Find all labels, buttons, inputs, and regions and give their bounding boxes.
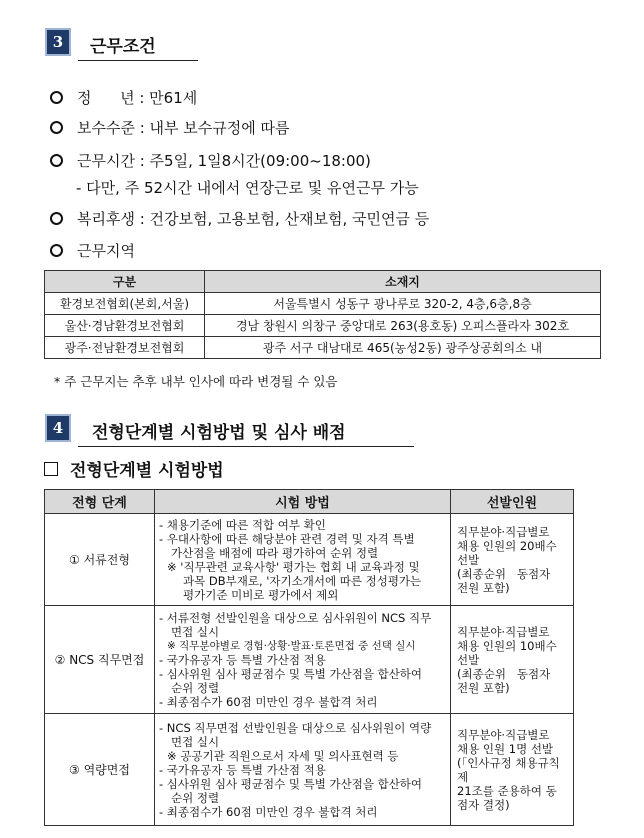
method-line: - 채용기준에 따른 적합 여부 확인	[159, 517, 326, 532]
result-cell	[451, 714, 574, 826]
section-underline	[78, 446, 414, 447]
method-line: - 우대사항에 따른 해당분야 관련 경력 및 자격 특별	[159, 531, 415, 546]
method-line: 가산점을 배점에 따라 평가하여 순위 정렬	[171, 545, 379, 560]
location-footnote: * 주 근무지는 추후 내부 인사에 따라 변경될 수 있음	[54, 374, 338, 389]
result-line: 채용 인원의 10배수	[457, 638, 557, 653]
table-row	[45, 337, 601, 359]
method-line: - 최종점수가 60점 미만인 경우 불합격 처리	[159, 694, 378, 709]
table-header-row	[45, 271, 601, 293]
method-line: - 최종점수가 60점 미만인 경우 불합격 처리	[159, 804, 378, 819]
result-line: (최종순위 동점자	[457, 666, 551, 681]
result-line: 채용 인원의 20배수	[457, 538, 557, 553]
table-cell: 경남 창원시 의창구 중앙대로 263(용호동) 오피스플라자 302호	[205, 315, 601, 337]
result-cell	[451, 514, 574, 606]
table-row	[45, 315, 601, 337]
work-hours-sub-note: - 다만, 주 52시간 내에서 연장근로 및 유연근무 가능	[76, 179, 419, 197]
method-line: - 국가유공자 등 특별 가산점 적용	[159, 762, 326, 777]
result-line: 직무분야·직급별로	[457, 727, 550, 742]
circle-bullet-icon	[50, 154, 63, 167]
subsection-title-text: 전형단계별 시험방법	[70, 461, 224, 481]
column-header: 선발인원	[451, 490, 574, 514]
condition-text: 보수수준 : 내부 보수규정에 따름	[77, 119, 290, 137]
method-line: - NCS 직무면접 선발인원을 대상으로 심사위원이 역량	[159, 720, 432, 735]
table-row	[45, 714, 574, 826]
condition-benefits	[50, 208, 429, 229]
table-cell: 광주·전남환경보전협회	[45, 337, 205, 359]
table-header-row	[45, 490, 574, 514]
stage-cell: ① 서류전형	[45, 514, 155, 606]
condition-text: 근무지역	[77, 242, 135, 260]
result-line: (「인사규정 채용규칙 제	[457, 755, 560, 784]
column-header: 전형 단계	[45, 490, 155, 514]
method-line: ※ 직무분야별로 경험·상황·발표·토론면접 중 선택 실시	[167, 639, 416, 652]
circle-bullet-icon	[50, 212, 63, 225]
condition-text: 근무시간 : 주5일, 1일8시간(09:00~18:00)	[77, 152, 371, 170]
result-line: 직무분야·직급별로	[457, 524, 550, 539]
method-cell	[155, 606, 451, 714]
method-line: 순위 정렬	[171, 790, 220, 805]
condition-text: 복리후생 : 건강보험, 고용보험, 산재보험, 국민연금 등	[77, 210, 430, 228]
column-header: 시험 방법	[155, 490, 451, 514]
method-cell	[155, 514, 451, 606]
result-line: 직무분야·직급별로	[457, 624, 550, 639]
table-cell: 울산·경남환경보전협회	[45, 315, 205, 337]
section-title: 근무조건	[90, 37, 156, 57]
method-line: - 심사위원 심사 평균점수 및 특별 가산점을 합산하여	[159, 776, 423, 791]
method-line: ※ '직무관련 교육사항' 평가는 협회 내 교육과정 및	[167, 559, 420, 574]
section-number-badge: 3	[45, 28, 71, 56]
square-bullet-icon	[44, 462, 58, 476]
table-row	[45, 606, 574, 714]
condition-work-hours	[50, 150, 371, 171]
method-line: - 서류전형 선발인원을 대상으로 심사위원이 NCS 직무	[159, 610, 432, 625]
method-line: 순위 정렬	[171, 680, 220, 695]
method-line: - 국가유공자 등 특별 가산점 적용	[159, 652, 326, 667]
selection-method-table	[44, 489, 574, 826]
result-line: 전원 포함)	[457, 580, 510, 595]
method-line: 면접 실시	[171, 734, 220, 749]
table-row	[45, 514, 574, 606]
table-cell: 서울특별시 성동구 광나루로 320-2, 4층,6층,8층	[205, 293, 601, 315]
stage-cell: ③ 역량면접	[45, 714, 155, 826]
column-header: 구분	[45, 271, 205, 293]
result-line: 점자 결정)	[457, 797, 510, 812]
result-line: 전원 포함)	[457, 680, 510, 695]
location-table	[44, 270, 601, 359]
section-title: 전형단계별 시험방법 및 심사 배점	[92, 423, 346, 443]
circle-bullet-icon	[50, 91, 63, 104]
section-number-badge: 4	[45, 414, 71, 442]
condition-work-location	[50, 240, 135, 261]
table-cell: 환경보전협회(본회,서울)	[45, 293, 205, 315]
condition-salary	[50, 117, 290, 138]
circle-bullet-icon	[50, 121, 63, 134]
section-underline	[78, 60, 198, 61]
result-line: 선발	[457, 652, 480, 667]
method-cell	[155, 714, 451, 826]
method-line: - 심사위원 심사 평균점수 및 특별 가산점을 합산하여	[159, 666, 423, 681]
table-row	[45, 293, 601, 315]
stage-cell: ② NCS 직무면접	[45, 606, 155, 714]
condition-retirement-age	[50, 87, 197, 108]
method-line: 평가기준 미비로 평가에서 제외	[183, 587, 339, 602]
method-line: 과목 DB부재로, '자기소개서에 따른 정성평가는	[183, 573, 422, 588]
condition-text: 정 년 : 만61세	[77, 89, 198, 107]
result-line: 채용 인원 1명 선발	[457, 741, 554, 756]
subsection-title	[44, 456, 224, 481]
result-cell	[451, 606, 574, 714]
result-line: 선발	[457, 552, 480, 567]
result-line: (최종순위 동점자	[457, 566, 551, 581]
result-line: 21조를 준용하여 동	[457, 783, 557, 798]
column-header: 소재지	[205, 271, 601, 293]
method-line: 면접 실시	[171, 624, 220, 639]
method-line: ※ 공공기관 직원으로서 자세 및 의사표현력 등	[167, 748, 399, 763]
circle-bullet-icon	[50, 244, 63, 257]
table-cell: 광주 서구 대남대로 465(농성2동) 광주상공회의소 내	[205, 337, 601, 359]
